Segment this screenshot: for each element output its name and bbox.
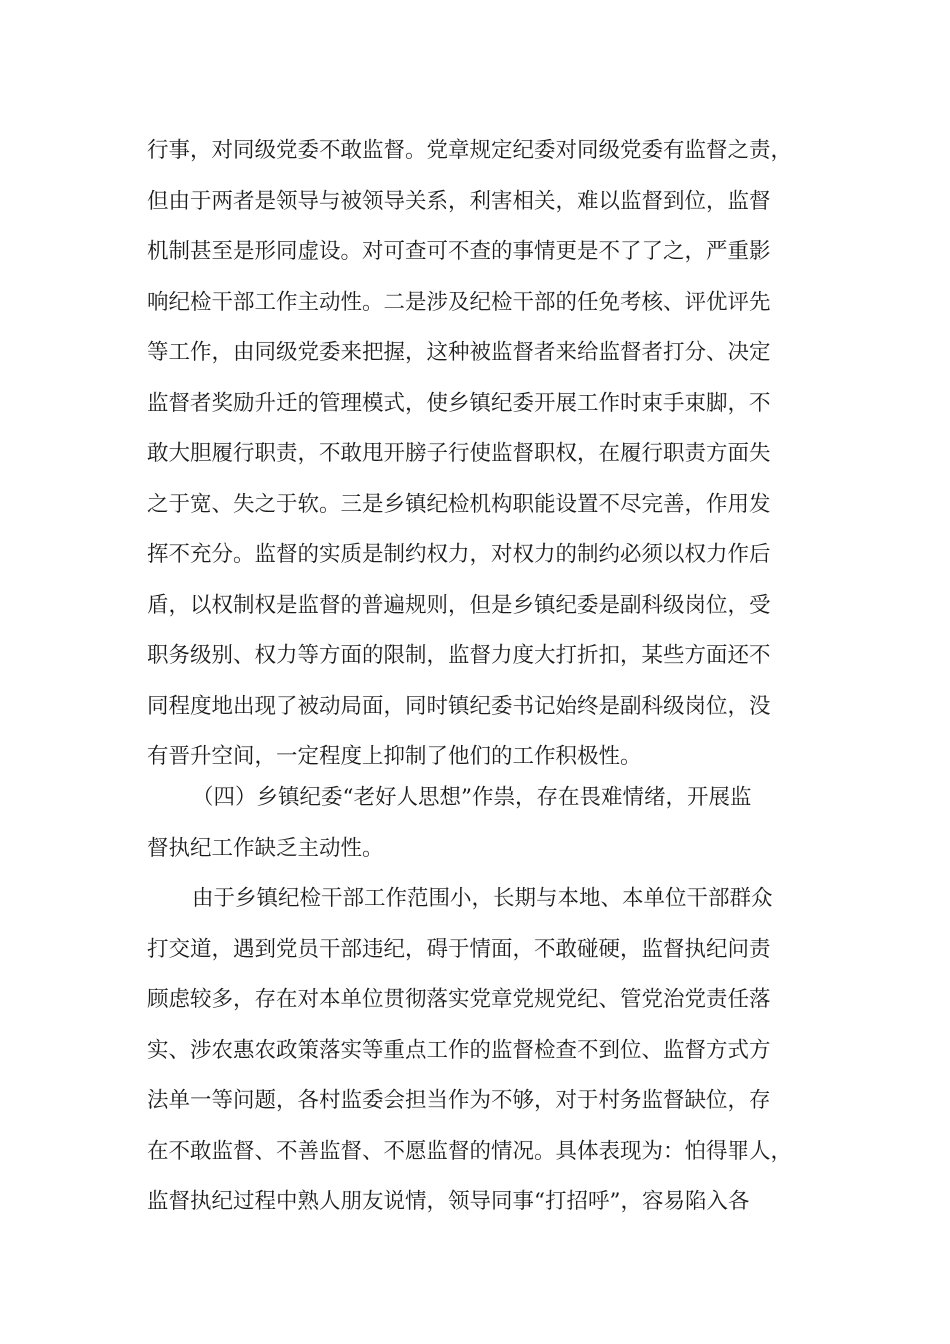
text-line: 之于宽、失之于软。三是乡镇纪检机构职能设置不尽完善，作用发 [147, 491, 771, 517]
text-line: 等工作，由同级党委来把握，这种被监督者来给监督者打分、决定 [147, 340, 771, 365]
text-line: 职务级别、权力等方面的限制，监督力度大打折扣，某些方面还不 [147, 643, 771, 668]
text-line: 挥不充分。监督的实质是制约权力，对权力的制约必须以权力作后 [147, 542, 771, 567]
text-line: 行事，对同级党委不敢监督。党章规定纪委对同级党委有监督之责， [147, 138, 793, 163]
text-line: 实、涉农惠农政策落实等重点工作的监督检查不到位、监督方式方 [147, 1037, 771, 1063]
text-line: 由于乡镇纪检干部工作范围小，长期与本地、本单位干部群众 [192, 886, 773, 911]
text-line: 法单一等问题，各村监委会担当作为不够，对于村务监督缺位，存 [147, 1088, 771, 1113]
text-line: 机制甚至是形同虚设。对可查可不查的事情更是不了了之，严重影 [147, 239, 771, 264]
body-paragraph-continued [147, 126, 807, 783]
text-line: 响纪检干部工作主动性。二是涉及纪检干部的任免考核、评优评先 [147, 289, 771, 315]
heading-line: （四）乡镇纪委“老好人思想”作祟，存在畏难情绪，开展监 [192, 785, 752, 810]
text-line: 打交道，遇到党员干部违纪，碍于情面，不敢碰硬，监督执纪问责 [147, 936, 771, 962]
text-line: 监督者奖励升迁的管理模式，使乡镇纪委开展工作时束手束脚，不 [147, 390, 771, 416]
section-heading [147, 773, 807, 874]
text-line: 有晋升空间，一定程度上抑制了他们的工作积极性。 [147, 744, 642, 769]
text-line: 但由于两者是领导与被领导关系，利害相关，难以监督到位，监督 [147, 188, 771, 214]
text-line: 顾虑较多，存在对本单位贯彻落实党章党规党纪、管党治党责任落 [147, 987, 771, 1012]
text-line: 在不敢监督、不善监督、不愿监督的情况。具体表现为：怕得罪人， [147, 1138, 793, 1164]
text-line: 敢大胆履行职责，不敢甩开膀子行使监督职权，在履行职责方面失 [147, 441, 771, 466]
text-line: 盾，以权制权是监督的普遍规则，但是乡镇纪委是副科级岗位，受 [147, 592, 771, 618]
body-paragraph [147, 874, 807, 1228]
text-line: 同程度地出现了被动局面，同时镇纪委书记始终是副科级岗位，没 [147, 693, 771, 719]
heading-line: 督执纪工作缺乏主动性。 [147, 835, 384, 861]
text-line: 监督执纪过程中熟人朋友说情，领导同事“打招呼”，容易陷入各 [147, 1189, 750, 1214]
